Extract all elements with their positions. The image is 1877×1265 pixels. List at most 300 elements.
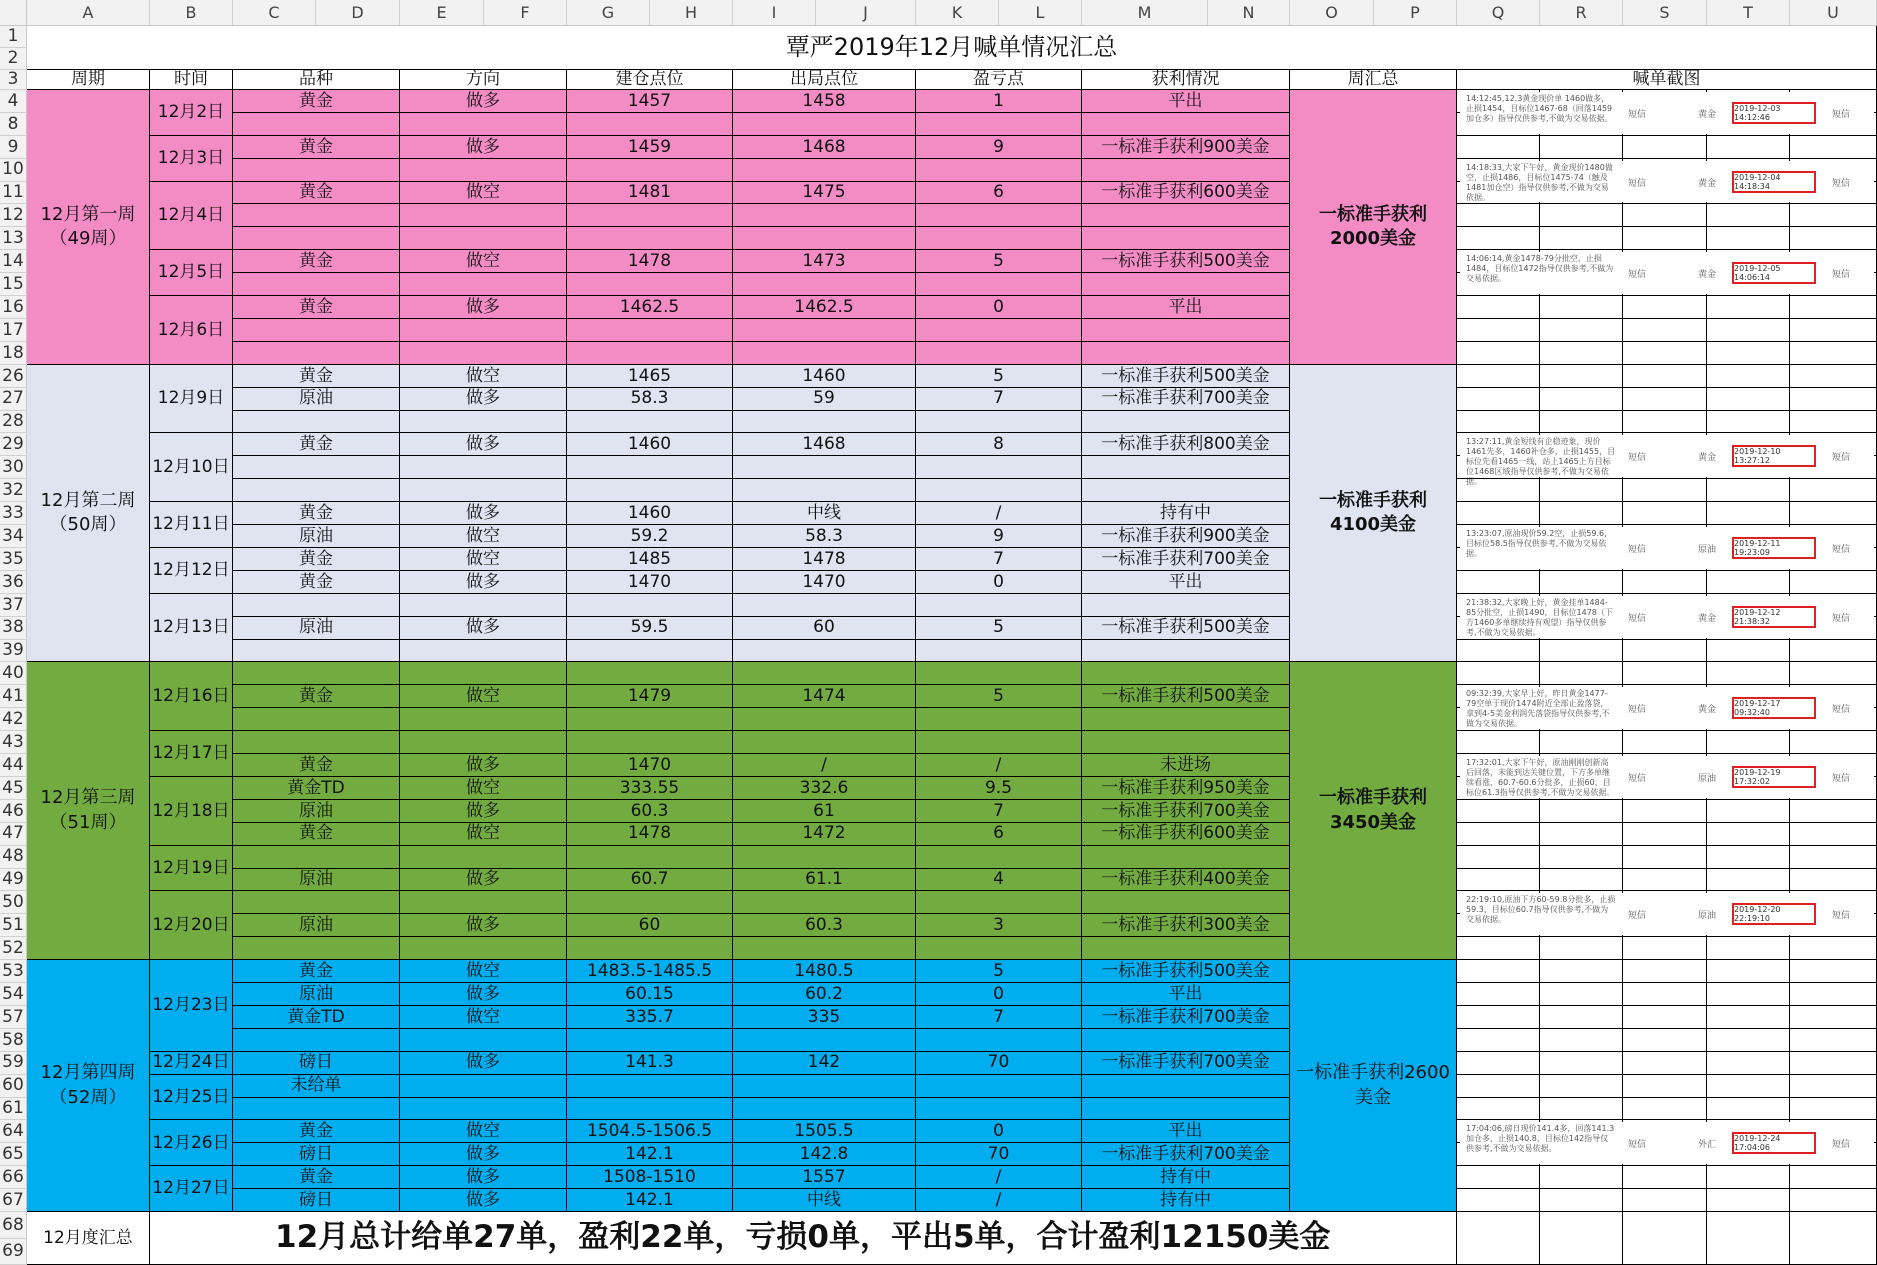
points-cell[interactable]: 4	[916, 869, 1082, 892]
points-cell[interactable]: 8	[916, 433, 1082, 456]
row-header[interactable]: 28	[0, 411, 27, 434]
direction-cell[interactable]	[400, 342, 567, 365]
entry-price-cell[interactable]	[567, 937, 733, 960]
profit-cell[interactable]	[1082, 1075, 1290, 1098]
entry-price-cell[interactable]: 1459	[567, 136, 733, 159]
row-header[interactable]: 41	[0, 685, 27, 708]
row-header[interactable]: 65	[0, 1143, 27, 1166]
points-cell[interactable]	[916, 113, 1082, 136]
date-cell[interactable]: 12月11日	[150, 502, 233, 548]
exit-price-cell[interactable]	[733, 273, 916, 296]
exit-price-cell[interactable]: 1472	[733, 823, 916, 846]
variety-cell[interactable]: 黄金	[233, 1166, 400, 1189]
variety-cell[interactable]	[233, 159, 400, 182]
exit-price-cell[interactable]: 59	[733, 388, 916, 411]
exit-price-cell[interactable]: 335	[733, 1006, 916, 1029]
variety-cell[interactable]: 黄金	[233, 296, 400, 319]
profit-cell[interactable]: 一标准手获利700美金	[1082, 548, 1290, 571]
profit-cell[interactable]	[1082, 594, 1290, 617]
row-header[interactable]: 2	[0, 48, 27, 70]
column-header[interactable]: F	[484, 0, 567, 26]
points-cell[interactable]: 0	[916, 1120, 1082, 1143]
exit-price-cell[interactable]: 1462.5	[733, 296, 916, 319]
entry-price-cell[interactable]	[567, 846, 733, 869]
date-cell[interactable]: 12月13日	[150, 594, 233, 663]
row-header[interactable]: 11	[0, 182, 27, 205]
variety-cell[interactable]	[233, 891, 400, 914]
exit-price-cell[interactable]: 中线	[733, 502, 916, 525]
exit-price-cell[interactable]	[733, 1075, 916, 1098]
row-header[interactable]: 40	[0, 662, 27, 685]
variety-cell[interactable]	[233, 1098, 400, 1121]
row-header[interactable]: 68	[0, 1212, 27, 1239]
exit-price-cell[interactable]	[733, 1029, 916, 1052]
variety-cell[interactable]	[233, 342, 400, 365]
entry-price-cell[interactable]: 60.3	[567, 800, 733, 823]
profit-cell[interactable]: 一标准手获利500美金	[1082, 617, 1290, 640]
entry-price-cell[interactable]: 60.15	[567, 983, 733, 1006]
variety-cell[interactable]: 原油	[233, 800, 400, 823]
row-header[interactable]: 12	[0, 204, 27, 227]
points-cell[interactable]: 7	[916, 548, 1082, 571]
profit-cell[interactable]: 一标准手获利400美金	[1082, 869, 1290, 892]
exit-price-cell[interactable]	[733, 227, 916, 250]
row-header[interactable]: 15	[0, 273, 27, 296]
profit-cell[interactable]	[1082, 319, 1290, 342]
profit-cell[interactable]: 持有中	[1082, 1189, 1290, 1212]
exit-price-cell[interactable]: 1474	[733, 685, 916, 708]
direction-cell[interactable]: 做多	[400, 1166, 567, 1189]
direction-cell[interactable]: 做多	[400, 1143, 567, 1166]
profit-cell[interactable]: 一标准手获利700美金	[1082, 800, 1290, 823]
date-cell[interactable]: 12月4日	[150, 182, 233, 251]
profit-cell[interactable]: 平出	[1082, 296, 1290, 319]
points-cell[interactable]	[916, 342, 1082, 365]
row-header[interactable]: 57	[0, 1006, 27, 1029]
profit-cell[interactable]: 平出	[1082, 571, 1290, 594]
row-header[interactable]: 58	[0, 1029, 27, 1052]
points-cell[interactable]: 6	[916, 823, 1082, 846]
entry-price-cell[interactable]	[567, 1029, 733, 1052]
entry-price-cell[interactable]: 1478	[567, 250, 733, 273]
direction-cell[interactable]: 做空	[400, 365, 567, 388]
entry-price-cell[interactable]: 1462.5	[567, 296, 733, 319]
exit-price-cell[interactable]	[733, 937, 916, 960]
row-header[interactable]: 33	[0, 502, 27, 525]
entry-price-cell[interactable]: 335.7	[567, 1006, 733, 1029]
variety-cell[interactable]	[233, 113, 400, 136]
exit-price-cell[interactable]: 58.3	[733, 525, 916, 548]
direction-cell[interactable]: 做多	[400, 983, 567, 1006]
points-cell[interactable]	[916, 594, 1082, 617]
points-cell[interactable]	[916, 479, 1082, 502]
exit-price-cell[interactable]: 中线	[733, 1189, 916, 1212]
exit-price-cell[interactable]: 1470	[733, 571, 916, 594]
direction-cell[interactable]	[400, 846, 567, 869]
entry-price-cell[interactable]	[567, 1075, 733, 1098]
exit-price-cell[interactable]	[733, 204, 916, 227]
entry-price-cell[interactable]: 1457	[567, 90, 733, 113]
entry-price-cell[interactable]: 1478	[567, 823, 733, 846]
exit-price-cell[interactable]: 142	[733, 1052, 916, 1075]
exit-price-cell[interactable]: /	[733, 754, 916, 777]
points-cell[interactable]: 7	[916, 388, 1082, 411]
row-header[interactable]: 32	[0, 479, 27, 502]
exit-price-cell[interactable]	[733, 113, 916, 136]
points-cell[interactable]	[916, 1075, 1082, 1098]
direction-cell[interactable]: 做多	[400, 502, 567, 525]
direction-cell[interactable]	[400, 594, 567, 617]
row-header[interactable]: 1	[0, 26, 27, 48]
variety-cell[interactable]: 黄金	[233, 571, 400, 594]
variety-cell[interactable]: 黄金	[233, 548, 400, 571]
monthly-summary[interactable]: 12月总计给单27单，盈利22单，亏损0单，平出5单，合计盈利12150美金	[150, 1212, 1457, 1265]
profit-cell[interactable]: 一标准手获利600美金	[1082, 823, 1290, 846]
direction-cell[interactable]	[400, 891, 567, 914]
row-header[interactable]: 36	[0, 571, 27, 594]
column-title[interactable]: 建仓点位	[567, 70, 733, 90]
profit-cell[interactable]: 一标准手获利700美金	[1082, 1052, 1290, 1075]
row-header[interactable]: 16	[0, 296, 27, 319]
variety-cell[interactable]	[233, 319, 400, 342]
week-summary[interactable]: 一标准手获利2600美金	[1290, 960, 1457, 1212]
row-header[interactable]: 42	[0, 708, 27, 731]
variety-cell[interactable]	[233, 640, 400, 663]
direction-cell[interactable]: 做多	[400, 617, 567, 640]
profit-cell[interactable]	[1082, 113, 1290, 136]
variety-cell[interactable]: 黄金TD	[233, 1006, 400, 1029]
row-header[interactable]: 26	[0, 365, 27, 388]
direction-cell[interactable]: 做空	[400, 823, 567, 846]
direction-cell[interactable]	[400, 1098, 567, 1121]
direction-cell[interactable]	[400, 479, 567, 502]
profit-cell[interactable]: 平出	[1082, 1120, 1290, 1143]
profit-cell[interactable]: 平出	[1082, 90, 1290, 113]
column-title[interactable]: 时间	[150, 70, 233, 90]
variety-cell[interactable]	[233, 662, 400, 685]
points-cell[interactable]	[916, 1029, 1082, 1052]
entry-price-cell[interactable]	[567, 479, 733, 502]
profit-cell[interactable]	[1082, 159, 1290, 182]
column-header[interactable]: S	[1623, 0, 1707, 26]
row-header[interactable]: 43	[0, 731, 27, 754]
profit-cell[interactable]: 持有中	[1082, 502, 1290, 525]
column-header[interactable]: R	[1540, 0, 1623, 26]
variety-cell[interactable]: 黄金	[233, 90, 400, 113]
column-title[interactable]: 品种	[233, 70, 400, 90]
row-header[interactable]: 52	[0, 937, 27, 960]
points-cell[interactable]: 0	[916, 571, 1082, 594]
points-cell[interactable]	[916, 227, 1082, 250]
profit-cell[interactable]	[1082, 731, 1290, 754]
entry-price-cell[interactable]	[567, 731, 733, 754]
variety-cell[interactable]: 黄金	[233, 136, 400, 159]
points-cell[interactable]	[916, 891, 1082, 914]
entry-price-cell[interactable]: 1460	[567, 502, 733, 525]
sheet-title[interactable]: 覃严2019年12月喊单情况汇总	[27, 26, 1877, 70]
points-cell[interactable]	[916, 708, 1082, 731]
row-header[interactable]: 54	[0, 983, 27, 1006]
entry-price-cell[interactable]	[567, 319, 733, 342]
column-header[interactable]: O	[1290, 0, 1374, 26]
direction-cell[interactable]: 做多	[400, 90, 567, 113]
date-cell[interactable]: 12月19日	[150, 846, 233, 892]
week-label[interactable]: 12月第一周（49周）	[27, 90, 150, 365]
profit-cell[interactable]: 一标准手获利500美金	[1082, 685, 1290, 708]
profit-cell[interactable]	[1082, 342, 1290, 365]
column-header[interactable]: G	[567, 0, 650, 26]
date-cell[interactable]: 12月5日	[150, 250, 233, 296]
variety-cell[interactable]	[233, 456, 400, 479]
direction-cell[interactable]: 做多	[400, 296, 567, 319]
direction-cell[interactable]: 做多	[400, 914, 567, 937]
profit-cell[interactable]: 未进场	[1082, 754, 1290, 777]
variety-cell[interactable]	[233, 594, 400, 617]
row-header[interactable]: 37	[0, 594, 27, 617]
points-cell[interactable]: 5	[916, 250, 1082, 273]
entry-price-cell[interactable]	[567, 204, 733, 227]
row-header[interactable]: 69	[0, 1239, 27, 1265]
direction-cell[interactable]	[400, 204, 567, 227]
row-header[interactable]: 64	[0, 1120, 27, 1143]
points-cell[interactable]: 9.5	[916, 777, 1082, 800]
direction-cell[interactable]: 做多	[400, 1052, 567, 1075]
variety-cell[interactable]	[233, 479, 400, 502]
column-header[interactable]: H	[650, 0, 733, 26]
entry-price-cell[interactable]	[567, 640, 733, 663]
variety-cell[interactable]: 原油	[233, 914, 400, 937]
exit-price-cell[interactable]	[733, 846, 916, 869]
select-all-corner[interactable]	[0, 0, 27, 26]
points-cell[interactable]: 5	[916, 365, 1082, 388]
direction-cell[interactable]: 做空	[400, 182, 567, 205]
direction-cell[interactable]	[400, 411, 567, 434]
variety-cell[interactable]: 黄金	[233, 365, 400, 388]
points-cell[interactable]	[916, 159, 1082, 182]
variety-cell[interactable]: 黄金	[233, 182, 400, 205]
profit-cell[interactable]	[1082, 456, 1290, 479]
exit-price-cell[interactable]: 60.3	[733, 914, 916, 937]
direction-cell[interactable]	[400, 708, 567, 731]
exit-price-cell[interactable]	[733, 319, 916, 342]
variety-cell[interactable]	[233, 937, 400, 960]
exit-price-cell[interactable]	[733, 456, 916, 479]
entry-price-cell[interactable]: 142.1	[567, 1143, 733, 1166]
profit-cell[interactable]: 一标准手获利600美金	[1082, 182, 1290, 205]
entry-price-cell[interactable]: 60	[567, 914, 733, 937]
points-cell[interactable]	[916, 456, 1082, 479]
direction-cell[interactable]: 做空	[400, 1120, 567, 1143]
variety-cell[interactable]	[233, 227, 400, 250]
column-header[interactable]: L	[999, 0, 1082, 26]
exit-price-cell[interactable]: 60	[733, 617, 916, 640]
direction-cell[interactable]	[400, 227, 567, 250]
date-cell[interactable]: 12月17日	[150, 731, 233, 777]
profit-cell[interactable]: 一标准手获利300美金	[1082, 914, 1290, 937]
column-header[interactable]: Q	[1457, 0, 1540, 26]
entry-price-cell[interactable]: 333.55	[567, 777, 733, 800]
direction-cell[interactable]: 做空	[400, 250, 567, 273]
column-header[interactable]: M	[1082, 0, 1208, 26]
row-header[interactable]: 39	[0, 640, 27, 663]
direction-cell[interactable]: 做多	[400, 800, 567, 823]
week-label[interactable]: 12月第四周（52周）	[27, 960, 150, 1212]
points-cell[interactable]: 6	[916, 182, 1082, 205]
row-header[interactable]: 61	[0, 1098, 27, 1121]
direction-cell[interactable]: 做多	[400, 571, 567, 594]
date-cell[interactable]: 12月10日	[150, 433, 233, 502]
entry-price-cell[interactable]: 1465	[567, 365, 733, 388]
column-title[interactable]: 喊单截图	[1457, 70, 1877, 90]
exit-price-cell[interactable]: 1505.5	[733, 1120, 916, 1143]
profit-cell[interactable]	[1082, 204, 1290, 227]
entry-price-cell[interactable]: 1483.5-1485.5	[567, 960, 733, 983]
points-cell[interactable]	[916, 204, 1082, 227]
column-header[interactable]: A	[27, 0, 150, 26]
exit-price-cell[interactable]	[733, 708, 916, 731]
variety-cell[interactable]	[233, 411, 400, 434]
exit-price-cell[interactable]: 142.8	[733, 1143, 916, 1166]
row-header[interactable]: 34	[0, 525, 27, 548]
entry-price-cell[interactable]	[567, 456, 733, 479]
variety-cell[interactable]	[233, 1029, 400, 1052]
date-cell[interactable]: 12月18日	[150, 777, 233, 846]
direction-cell[interactable]: 做空	[400, 960, 567, 983]
direction-cell[interactable]: 做多	[400, 388, 567, 411]
exit-price-cell[interactable]: 1557	[733, 1166, 916, 1189]
points-cell[interactable]: 3	[916, 914, 1082, 937]
direction-cell[interactable]	[400, 273, 567, 296]
exit-price-cell[interactable]	[733, 662, 916, 685]
row-header[interactable]: 30	[0, 456, 27, 479]
row-header[interactable]: 4	[0, 90, 27, 113]
row-header[interactable]: 38	[0, 617, 27, 640]
variety-cell[interactable]: 黄金	[233, 502, 400, 525]
points-cell[interactable]: 5	[916, 960, 1082, 983]
direction-cell[interactable]	[400, 456, 567, 479]
points-cell[interactable]: 9	[916, 136, 1082, 159]
exit-price-cell[interactable]	[733, 731, 916, 754]
column-header[interactable]: D	[316, 0, 400, 26]
points-cell[interactable]	[916, 937, 1082, 960]
direction-cell[interactable]: 做空	[400, 777, 567, 800]
points-cell[interactable]: 70	[916, 1143, 1082, 1166]
date-cell[interactable]: 12月20日	[150, 891, 233, 960]
profit-cell[interactable]	[1082, 479, 1290, 502]
date-cell[interactable]: 12月27日	[150, 1166, 233, 1212]
direction-cell[interactable]	[400, 113, 567, 136]
row-header[interactable]: 45	[0, 777, 27, 800]
direction-cell[interactable]	[400, 662, 567, 685]
row-header[interactable]: 17	[0, 319, 27, 342]
points-cell[interactable]: 5	[916, 685, 1082, 708]
direction-cell[interactable]	[400, 319, 567, 342]
direction-cell[interactable]	[400, 1075, 567, 1098]
exit-price-cell[interactable]: 1473	[733, 250, 916, 273]
row-header[interactable]: 49	[0, 869, 27, 892]
profit-cell[interactable]	[1082, 662, 1290, 685]
column-title[interactable]: 获利情况	[1082, 70, 1290, 90]
entry-price-cell[interactable]: 1470	[567, 754, 733, 777]
variety-cell[interactable]: 原油	[233, 617, 400, 640]
exit-price-cell[interactable]	[733, 1098, 916, 1121]
row-header[interactable]: 53	[0, 960, 27, 983]
profit-cell[interactable]: 一标准手获利950美金	[1082, 777, 1290, 800]
points-cell[interactable]: /	[916, 1166, 1082, 1189]
entry-price-cell[interactable]	[567, 411, 733, 434]
direction-cell[interactable]: 做多	[400, 136, 567, 159]
row-header[interactable]: 48	[0, 846, 27, 869]
row-header[interactable]: 10	[0, 159, 27, 182]
row-header[interactable]: 47	[0, 823, 27, 846]
exit-price-cell[interactable]: 1478	[733, 548, 916, 571]
entry-price-cell[interactable]	[567, 594, 733, 617]
date-cell[interactable]: 12月9日	[150, 365, 233, 434]
column-header[interactable]: T	[1707, 0, 1790, 26]
direction-cell[interactable]	[400, 937, 567, 960]
column-title[interactable]: 周汇总	[1290, 70, 1457, 90]
exit-price-cell[interactable]	[733, 594, 916, 617]
date-cell[interactable]: 12月26日	[150, 1120, 233, 1166]
points-cell[interactable]: /	[916, 754, 1082, 777]
column-header[interactable]: C	[233, 0, 316, 26]
points-cell[interactable]	[916, 319, 1082, 342]
points-cell[interactable]: 9	[916, 525, 1082, 548]
variety-cell[interactable]	[233, 846, 400, 869]
profit-cell[interactable]: 一标准手获利900美金	[1082, 525, 1290, 548]
profit-cell[interactable]	[1082, 1098, 1290, 1121]
variety-cell[interactable]: 黄金	[233, 433, 400, 456]
entry-price-cell[interactable]	[567, 342, 733, 365]
profit-cell[interactable]: 平出	[1082, 983, 1290, 1006]
direction-cell[interactable]: 做多	[400, 1189, 567, 1212]
entry-price-cell[interactable]	[567, 1098, 733, 1121]
exit-price-cell[interactable]: 1460	[733, 365, 916, 388]
entry-price-cell[interactable]: 1470	[567, 571, 733, 594]
variety-cell[interactable]: 原油	[233, 983, 400, 1006]
variety-cell[interactable]	[233, 204, 400, 227]
entry-price-cell[interactable]: 1485	[567, 548, 733, 571]
variety-cell[interactable]: 原油	[233, 869, 400, 892]
exit-price-cell[interactable]: 1468	[733, 433, 916, 456]
profit-cell[interactable]	[1082, 640, 1290, 663]
variety-cell[interactable]: 黄金TD	[233, 777, 400, 800]
profit-cell[interactable]: 一标准手获利500美金	[1082, 365, 1290, 388]
entry-price-cell[interactable]	[567, 227, 733, 250]
row-header[interactable]: 14	[0, 250, 27, 273]
date-cell[interactable]: 12月6日	[150, 296, 233, 365]
profit-cell[interactable]: 一标准手获利500美金	[1082, 960, 1290, 983]
date-cell[interactable]: 12月2日	[150, 90, 233, 136]
profit-cell[interactable]: 一标准手获利700美金	[1082, 388, 1290, 411]
entry-price-cell[interactable]: 59.5	[567, 617, 733, 640]
column-header[interactable]: E	[400, 0, 484, 26]
entry-price-cell[interactable]: 142.1	[567, 1189, 733, 1212]
exit-price-cell[interactable]	[733, 159, 916, 182]
variety-cell[interactable]	[233, 731, 400, 754]
profit-cell[interactable]	[1082, 891, 1290, 914]
monthly-label[interactable]: 12月度汇总	[27, 1212, 150, 1265]
profit-cell[interactable]: 一标准手获利700美金	[1082, 1143, 1290, 1166]
direction-cell[interactable]: 做空	[400, 525, 567, 548]
exit-price-cell[interactable]: 1475	[733, 182, 916, 205]
variety-cell[interactable]: 磅日	[233, 1143, 400, 1166]
row-header[interactable]: 35	[0, 548, 27, 571]
date-cell[interactable]: 12月23日	[150, 960, 233, 1052]
direction-cell[interactable]	[400, 640, 567, 663]
date-cell[interactable]: 12月16日	[150, 662, 233, 731]
week-summary[interactable]: 一标准手获利2000美金	[1290, 90, 1457, 365]
